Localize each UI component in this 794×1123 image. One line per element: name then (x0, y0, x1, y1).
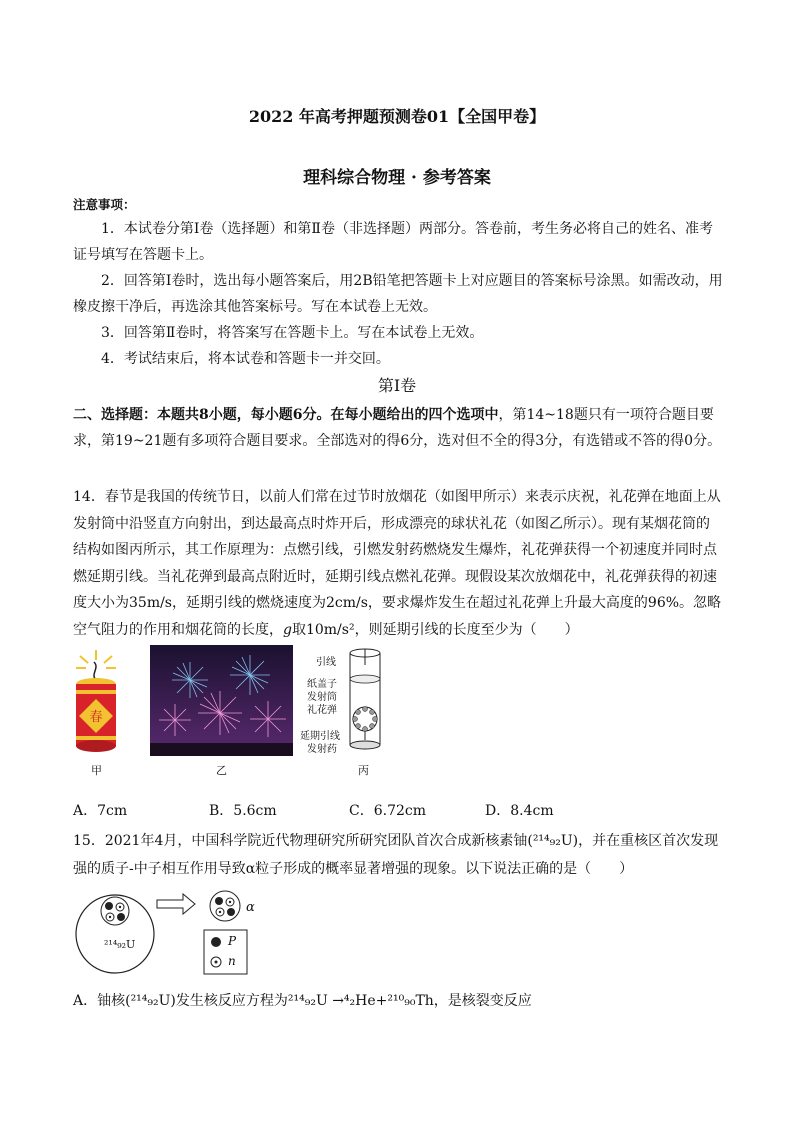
q15-option-a: A．铀核(²¹⁴₉₂U)发生核反应方程为²¹⁴₉₂U →⁴₂He+²¹⁰₉₀Th，是核裂变反应 (73, 993, 532, 1009)
label-delay-fuse: 延期引线 (300, 731, 340, 742)
q14-text: 14．春节是我国的传统节日，以前人们常在过节时放烟花（如图甲所示）来表示庆祝，礼花弹在地面上从发射筒中沿竖直方向射出，到达最高点时炸开后，形成漂亮的球状礼花（如图乙所示）。现有某烟花筒的结构如图丙所示，其工作原理为：点燃引线，引燃发射药燃烧发生爆炸，礼花弹获得一个初速度并同时点燃延期引线。当礼花弹到最高点附近时，延期引线点燃礼花弹。现假设某次放烟花中，礼花弹获得的初速度大小为35m/s，延期引线的燃烧速度为2cm/s，要求爆炸发生在超过礼花弹上升最大高度的96%。忽略空气阻力的作用和烟花筒的长度， (73, 489, 722, 638)
q14-text-end: 取10m/s²，则延期引线的长度至少为（ ） (291, 621, 579, 638)
question-14 (73, 484, 723, 643)
notice-item-2: 2．回答第Ⅰ卷时，选出每小题答案后，用2B铅笔把答题卡上对应题目的答案标号涂黑。如需改动，用橡皮擦干净后，再选涂其他答案标号。写在本试卷上无效。 (73, 273, 723, 315)
caption-bing: 丙 (358, 764, 369, 777)
section-title: 第Ⅰ卷 (377, 376, 417, 395)
label-propellant: 发射药 (307, 744, 337, 755)
q14-option-c: C．6.72cm (349, 803, 426, 819)
q14-g: g (283, 621, 292, 638)
legend-neutron: n (228, 954, 236, 968)
q15-text-a: 15．2021年4月，中国科学院近代物理研究所研究团队首次合成新核素铀 (73, 833, 528, 849)
nucleus-label: ²¹⁴₉₂U (104, 938, 136, 951)
proton-icon (211, 937, 221, 947)
choice-heading: 二、选择题： (73, 407, 157, 423)
label-paper-cap: 纸盖子 (307, 679, 337, 690)
arrow-right-icon (157, 894, 195, 914)
notice-item-1: 1．本试卷分第Ⅰ卷（选择题）和第Ⅱ卷（非选择题）两部分。答卷前，考生务必将自己的姓名、准考证号填写在答题卡上。 (73, 221, 713, 263)
question-15 (73, 827, 723, 883)
q15-text-b: ，并在重核区首次发现强的质子-中子相互作用导致α粒子形成的概率显著增强的现象。以下说法正确的是（ ） (73, 833, 719, 877)
launcher-diagram (345, 645, 385, 757)
label-fuse: 引线 (316, 657, 336, 668)
firecracker-character: 春 (89, 710, 103, 725)
choice-rest: ，第14~18题只有一项符合题目要求，第19~21题有多项符合题目要求。全部选对的得6分，选对但不全的得3分，有选错或不答的得0分。 (73, 407, 722, 449)
choice-instructions (73, 402, 723, 454)
notice-heading: 注意事项： (73, 197, 136, 212)
label-shell: 礼花弹 (307, 705, 337, 716)
fireworks-photo (150, 645, 293, 756)
page-subtitle: 理科综合物理 · 参考答案 (303, 168, 491, 188)
q15-nuclide: (²¹⁴₉₂U) (527, 833, 579, 849)
q14-option-d: D．8.4cm (485, 803, 554, 819)
page-title: 2022 年高考押题预测卷01【全国甲卷】 (248, 107, 546, 126)
choice-text: 本题共8小题，每小题6分。在每小题给出的 (157, 407, 429, 423)
notice-item-4: 4．考试结束后，将本试卷和答题卡一并交回。 (101, 351, 390, 367)
notice-item-3: 3．回答第Ⅱ卷时，将答案写在答题卡上。写在本试卷上无效。 (101, 325, 484, 341)
caption-jia: 甲 (91, 764, 102, 777)
caption-yi: 乙 (216, 764, 227, 777)
firecracker-figure (70, 646, 122, 756)
alpha-label: α (246, 900, 255, 915)
alpha-decay-diagram (73, 884, 273, 980)
choice-emphasis: 四个选项中 (428, 407, 499, 423)
q14-option-b: B．5.6cm (209, 803, 277, 819)
q14-option-a: A．7cm (73, 803, 128, 819)
legend-proton: P (228, 934, 237, 948)
label-launch-tube: 发射筒 (307, 692, 337, 703)
